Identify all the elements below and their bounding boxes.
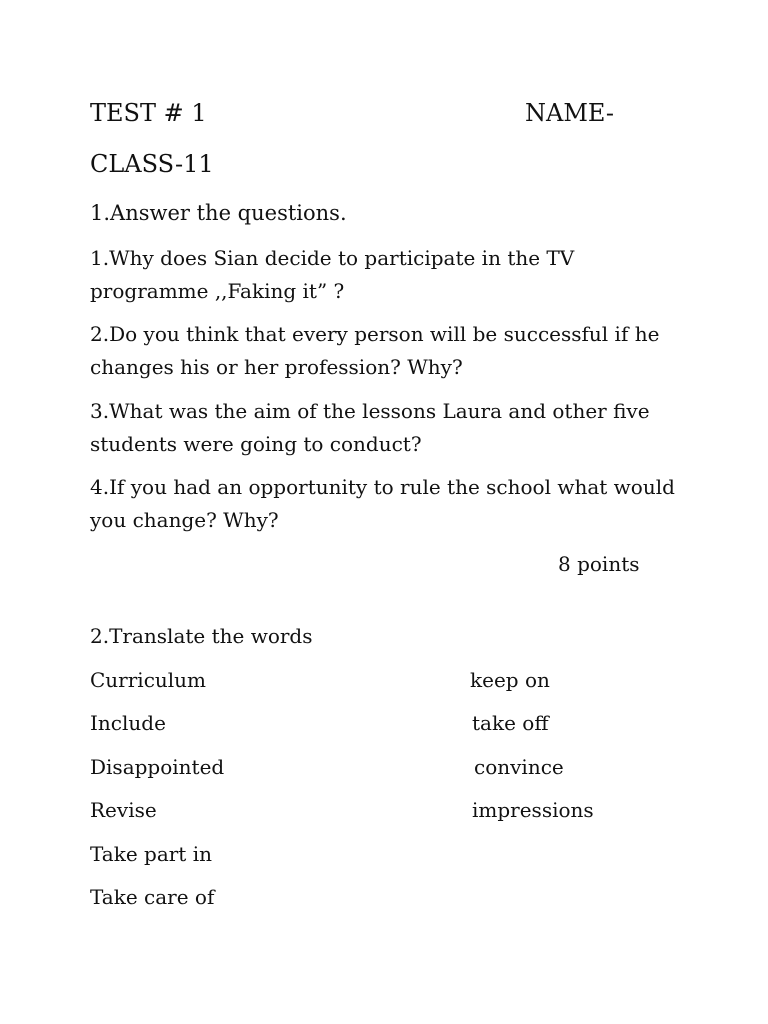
word-right-2: take off: [472, 711, 549, 735]
question-3-line-2: students were going to conduct?: [90, 432, 422, 456]
word-left-3: Disappointed: [90, 755, 225, 779]
question-4-line-1: 4.If you had an opportunity to rule the school what would: [90, 475, 675, 499]
section2-title: 2.Translate the words: [90, 624, 313, 648]
question-3: [90, 395, 650, 461]
question-4: [90, 471, 675, 537]
question-1: [90, 242, 650, 308]
word-left-5: Take part in: [90, 842, 212, 866]
question-2-line-1: 2.Do you think that every person will be successful if he: [90, 322, 660, 346]
question-2: [90, 318, 660, 384]
word-left-4: Revise: [90, 798, 157, 822]
question-3-line-1: 3.What was the aim of the lessons Laura and other five: [90, 399, 650, 423]
word-left-1: Curriculum: [90, 668, 207, 692]
word-right-3: convince: [474, 755, 564, 779]
test-number: TEST # 1: [90, 99, 207, 127]
name-field-label: NAME-: [525, 99, 614, 127]
question-1-line-1: 1.Why does Sian decide to participate in the TV: [90, 246, 575, 270]
word-right-1: keep on: [470, 668, 550, 692]
question-1-line-2: programme ,,Faking it” ?: [90, 279, 345, 303]
section1-title: 1.Answer the questions.: [90, 201, 347, 225]
word-right-4: impressions: [472, 798, 594, 822]
word-left-2: Include: [90, 711, 166, 735]
points-label: 8 points: [558, 552, 640, 576]
question-2-line-2: changes his or her profession? Why?: [90, 355, 463, 379]
question-4-line-2: you change? Why?: [90, 508, 279, 532]
class-label: CLASS-11: [90, 150, 214, 178]
word-left-6: Take care of: [90, 885, 215, 909]
